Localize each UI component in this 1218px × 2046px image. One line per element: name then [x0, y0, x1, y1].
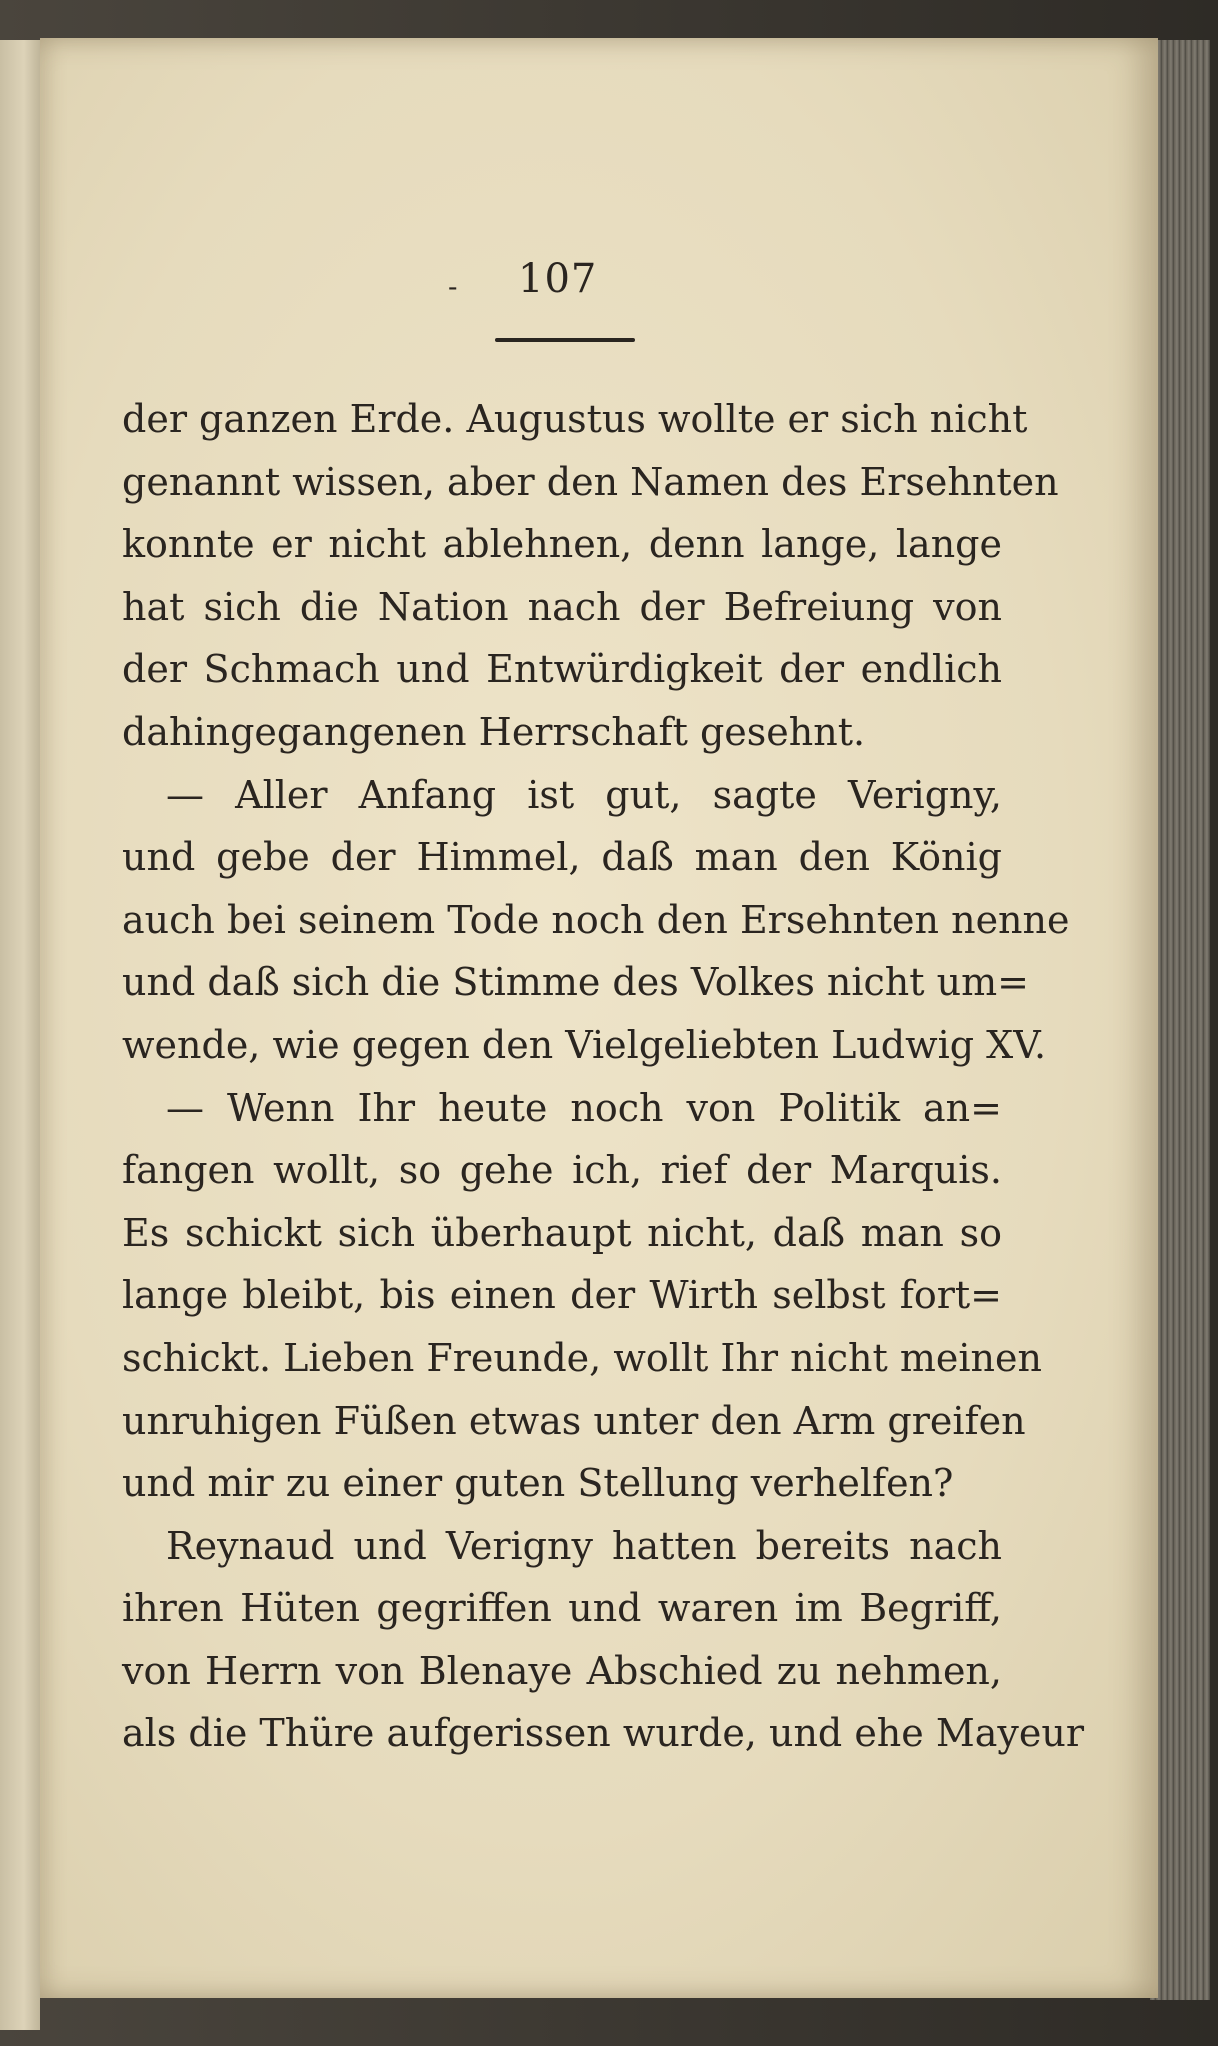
text-line: fangen wollt, so gehe ich, rief der Marquis.: [122, 1148, 1002, 1193]
book-edge: [1150, 40, 1210, 2000]
text-line: unruhigen Füßen etwas unter den Arm greifen: [122, 1398, 1026, 1443]
text-line: von Herrn von Blenaye Abschied zu nehmen,: [122, 1648, 1002, 1693]
text-line: der Schmach und Entwürdigkeit der endlich: [122, 647, 1002, 692]
text-line: — Wenn Ihr heute noch von Politik an=: [166, 1085, 1002, 1130]
text-line: konnte er nicht ablehnen, denn lange, lange: [122, 522, 1002, 567]
body-text: [122, 388, 1085, 1765]
text-line: — Aller Anfang ist gut, sagte Verigny,: [166, 772, 1002, 817]
text-line: dahingegangenen Herrschaft gesehnt.: [122, 709, 866, 754]
facing-page-edge: [0, 40, 40, 2030]
text-line: genannt wissen, aber den Namen des Ersehnten: [122, 459, 1059, 504]
text-line: und gebe der Himmel, daß man den König: [122, 835, 1002, 880]
text-line: Es schickt sich überhaupt nicht, daß man so: [122, 1210, 1002, 1255]
text-line: lange bleibt, bis einen der Wirth selbst fort=: [122, 1273, 1002, 1318]
page-number: 107: [518, 256, 598, 302]
book-page: [40, 38, 1158, 1998]
text-line: der ganzen Erde. Augustus wollte er sich nicht: [122, 397, 1028, 441]
text-line: wende, wie gegen den Vielgeliebten Ludwig XV.: [122, 1022, 1047, 1067]
text-line: ihren Hüten gegriffen und waren im Begriff,: [122, 1586, 1002, 1631]
text-line: und daß sich die Stimme des Volkes nicht um=: [122, 960, 1029, 1005]
text-line: Reynaud und Verigny hatten bereits nach: [166, 1523, 1002, 1568]
header-rule: [495, 338, 635, 342]
text-line: und mir zu einer guten Stellung verhelfen?: [122, 1461, 954, 1506]
text-line: als die Thüre aufgerissen wurde, und ehe Mayeur: [122, 1711, 1085, 1756]
text-line: auch bei seinem Tode noch den Ersehnten nenne: [122, 897, 1070, 942]
text-line: hat sich die Nation nach der Befreiung von: [122, 584, 1002, 629]
text-line: schickt. Lieben Freunde, wollt Ihr nicht meinen: [122, 1335, 1042, 1380]
page-dash: -: [448, 270, 458, 303]
